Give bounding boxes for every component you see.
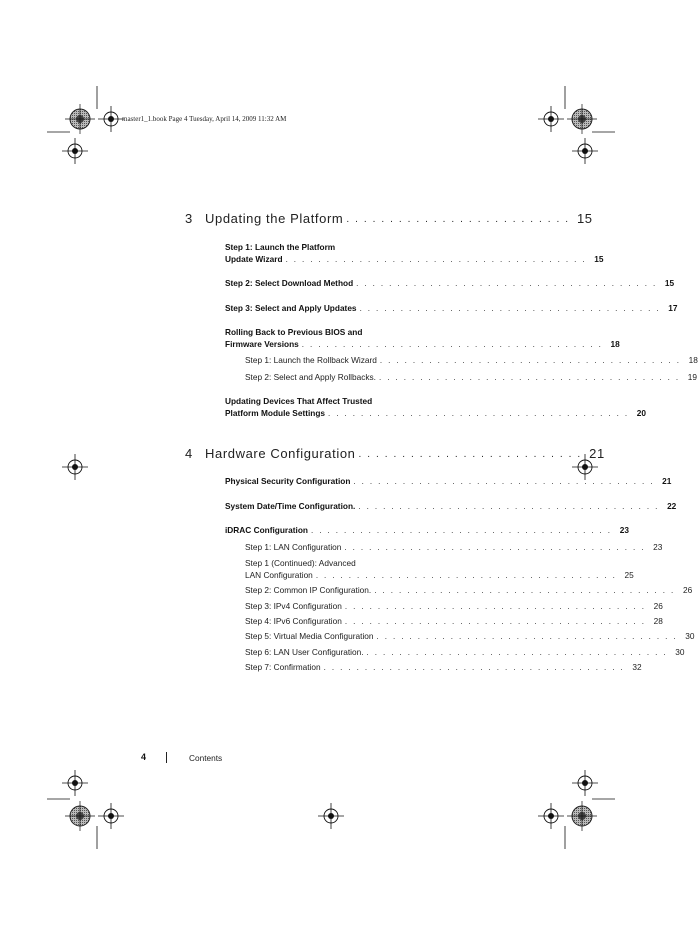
entry-title: Step 3: IPv4 Configuration bbox=[245, 601, 342, 611]
entry-page: 20 bbox=[636, 408, 646, 418]
leader-dots: . . . . . . . . . . . . . . . . . . . . . . . . . . . . . . . . . . . . . bbox=[285, 255, 587, 264]
toc-subentry[interactable] bbox=[245, 558, 634, 580]
toc-entry[interactable] bbox=[225, 501, 677, 511]
entry-page: 18 bbox=[688, 355, 698, 365]
entry-title-line1: Updating Devices That Affect Trusted bbox=[225, 396, 373, 406]
leader-dots: . . . . . . . . . . . . . . . . . . . . . . . . . . . . . . . . . . . . . bbox=[359, 304, 661, 313]
entry-page: 30 bbox=[685, 631, 695, 641]
toc-subentry[interactable] bbox=[245, 647, 685, 657]
print-slug: master1_1.book Page 4 Tuesday, April 14, 2009 11:32 AM bbox=[122, 115, 287, 123]
entry-page: 30 bbox=[675, 647, 685, 657]
entry-page: 22 bbox=[667, 501, 677, 511]
leader-dots: . . . . . . . . . . . . . . . . . . . . . . . . . . . . . . . . . . . . . bbox=[376, 632, 678, 641]
chapter-page: 21 bbox=[589, 446, 605, 461]
entry-title: Step 7: Confirmation bbox=[245, 662, 321, 672]
entry-title: Step 3: Select and Apply Updates bbox=[225, 303, 357, 313]
entry-title: Update Wizard bbox=[225, 254, 283, 264]
entry-title: Firmware Versions bbox=[225, 339, 299, 349]
entry-page: 23 bbox=[653, 542, 663, 552]
leader-dots: . . . . . . . . . . . . . . . . . . . . . . . . . . . . . . . . . . . . . bbox=[323, 663, 625, 672]
entry-title: Step 1: LAN Configuration bbox=[245, 542, 342, 552]
leader-dots: . . . . . . . . . . . . . . . . . . . . . . . . . . . . . . . . . . . . . bbox=[374, 586, 676, 595]
leader-dots: . . . . . . . . . . . . . . . . . . . . . . . . . . . . . . . . . . . . . bbox=[310, 526, 612, 535]
entry-title: iDRAC Configuration bbox=[225, 525, 308, 535]
footer-section-label: Contents bbox=[189, 753, 223, 763]
leader-dots: . . . . . . . . . . . . . . . . . . . . . . . . . . . . . . . . . . . . . bbox=[353, 477, 655, 486]
leader-dots: . . . . . . . . . . . . . . . . . . . . . . . . . . bbox=[346, 214, 570, 225]
entry-title: Step 5: Virtual Media Configuration bbox=[245, 631, 374, 641]
entry-page: 15 bbox=[664, 278, 675, 288]
toc-chapter-4[interactable] bbox=[185, 446, 605, 461]
leader-dots: . . . . . . . . . . . . . . . . . . . . . . . . . . . . . . . . . . . . . bbox=[301, 340, 603, 349]
toc-subentry[interactable] bbox=[245, 631, 695, 641]
chapter-number: 3 bbox=[185, 211, 193, 226]
entry-page: 15 bbox=[594, 254, 604, 264]
toc-entry[interactable] bbox=[225, 278, 675, 288]
leader-dots: . . . . . . . . . . . . . . . . . . . . . . . . . . . . . . . . . . . . . bbox=[358, 502, 660, 511]
leader-dots: . . . . . . . . . . . . . . . . . . . . . . . . . . bbox=[358, 449, 582, 460]
toc-subentry[interactable] bbox=[245, 616, 663, 626]
entry-title: Step 6: LAN User Configuration. bbox=[245, 647, 364, 657]
entry-title: Platform Module Settings bbox=[225, 408, 326, 418]
entry-page: 32 bbox=[632, 662, 642, 672]
entry-title-line1: Rolling Back to Previous BIOS and bbox=[225, 327, 363, 337]
toc-subentry[interactable] bbox=[245, 662, 642, 672]
entry-title: Step 4: IPv6 Configuration bbox=[245, 616, 342, 626]
page-number: 4 bbox=[141, 752, 147, 762]
chapter-title: Updating the Platform bbox=[205, 211, 344, 226]
leader-dots: . . . . . . . . . . . . . . . . . . . . . . . . . . . . . . . . . . . . . bbox=[328, 409, 629, 418]
entry-title: Step 2: Common IP Configuration. bbox=[245, 585, 372, 595]
entry-title-line1: Step 1: Launch the Platform bbox=[225, 242, 336, 252]
leader-dots: . . . . . . . . . . . . . . . . . . . . . . . . . . . . . . . . . . . . . bbox=[378, 373, 680, 382]
entry-title: Step 1: Launch the Rollback Wizard bbox=[245, 355, 377, 365]
entry-page: 26 bbox=[653, 601, 663, 611]
entry-title-line1: Step 1 (Continued): Advanced bbox=[245, 558, 356, 568]
chapter-page: 15 bbox=[576, 211, 593, 226]
entry-page: 25 bbox=[624, 570, 634, 580]
toc-subentry[interactable] bbox=[245, 355, 698, 365]
entry-page: 28 bbox=[653, 616, 663, 626]
entry-page: 17 bbox=[668, 303, 678, 313]
toc-entry[interactable] bbox=[225, 327, 620, 349]
entry-page: 18 bbox=[610, 339, 620, 349]
toc-subentry[interactable] bbox=[245, 372, 697, 382]
toc-entry[interactable] bbox=[225, 525, 629, 535]
chapter-number: 4 bbox=[185, 446, 193, 461]
toc-entry[interactable] bbox=[225, 396, 646, 418]
entry-page: 26 bbox=[682, 585, 693, 595]
entry-title: LAN Configuration bbox=[245, 570, 313, 580]
leader-dots: . . . . . . . . . . . . . . . . . . . . . . . . . . . . . . . . . . . . . bbox=[356, 279, 658, 288]
toc-chapter-3[interactable] bbox=[185, 211, 593, 226]
toc-entry[interactable] bbox=[225, 303, 678, 313]
leader-dots: . . . . . . . . . . . . . . . . . . . . . . . . . . . . . . . . . . . . . bbox=[344, 617, 646, 626]
toc-subentry[interactable] bbox=[245, 585, 693, 595]
leader-dots: . . . . . . . . . . . . . . . . . . . . . . . . . . . . . . . . . . . . . bbox=[315, 571, 617, 580]
entry-title: Step 2: Select Download Method bbox=[225, 278, 354, 288]
chapter-title: Hardware Configuration bbox=[205, 446, 356, 461]
entry-title: System Date/Time Configuration. bbox=[225, 501, 356, 511]
toc-entry[interactable] bbox=[225, 476, 672, 486]
entry-page: 21 bbox=[662, 476, 672, 486]
toc-subentry[interactable] bbox=[245, 601, 663, 611]
leader-dots: . . . . . . . . . . . . . . . . . . . . . . . . . . . . . . . . . . . . . bbox=[379, 356, 681, 365]
toc-entry[interactable] bbox=[225, 242, 604, 264]
leader-dots: . . . . . . . . . . . . . . . . . . . . . . . . . . . . . . . . . . . . . bbox=[344, 602, 646, 611]
toc-subentry[interactable] bbox=[245, 542, 663, 552]
entry-title: Physical Security Configuration bbox=[225, 476, 351, 486]
entry-page: 19 bbox=[687, 372, 697, 382]
leader-dots: . . . . . . . . . . . . . . . . . . . . . . . . . . . . . . . . . . . . . bbox=[344, 543, 646, 552]
leader-dots: . . . . . . . . . . . . . . . . . . . . . . . . . . . . . . . . . . . . . bbox=[366, 648, 668, 657]
footer-divider bbox=[166, 752, 167, 763]
entry-page: 23 bbox=[619, 525, 629, 535]
entry-title: Step 2: Select and Apply Rollbacks. bbox=[245, 372, 376, 382]
